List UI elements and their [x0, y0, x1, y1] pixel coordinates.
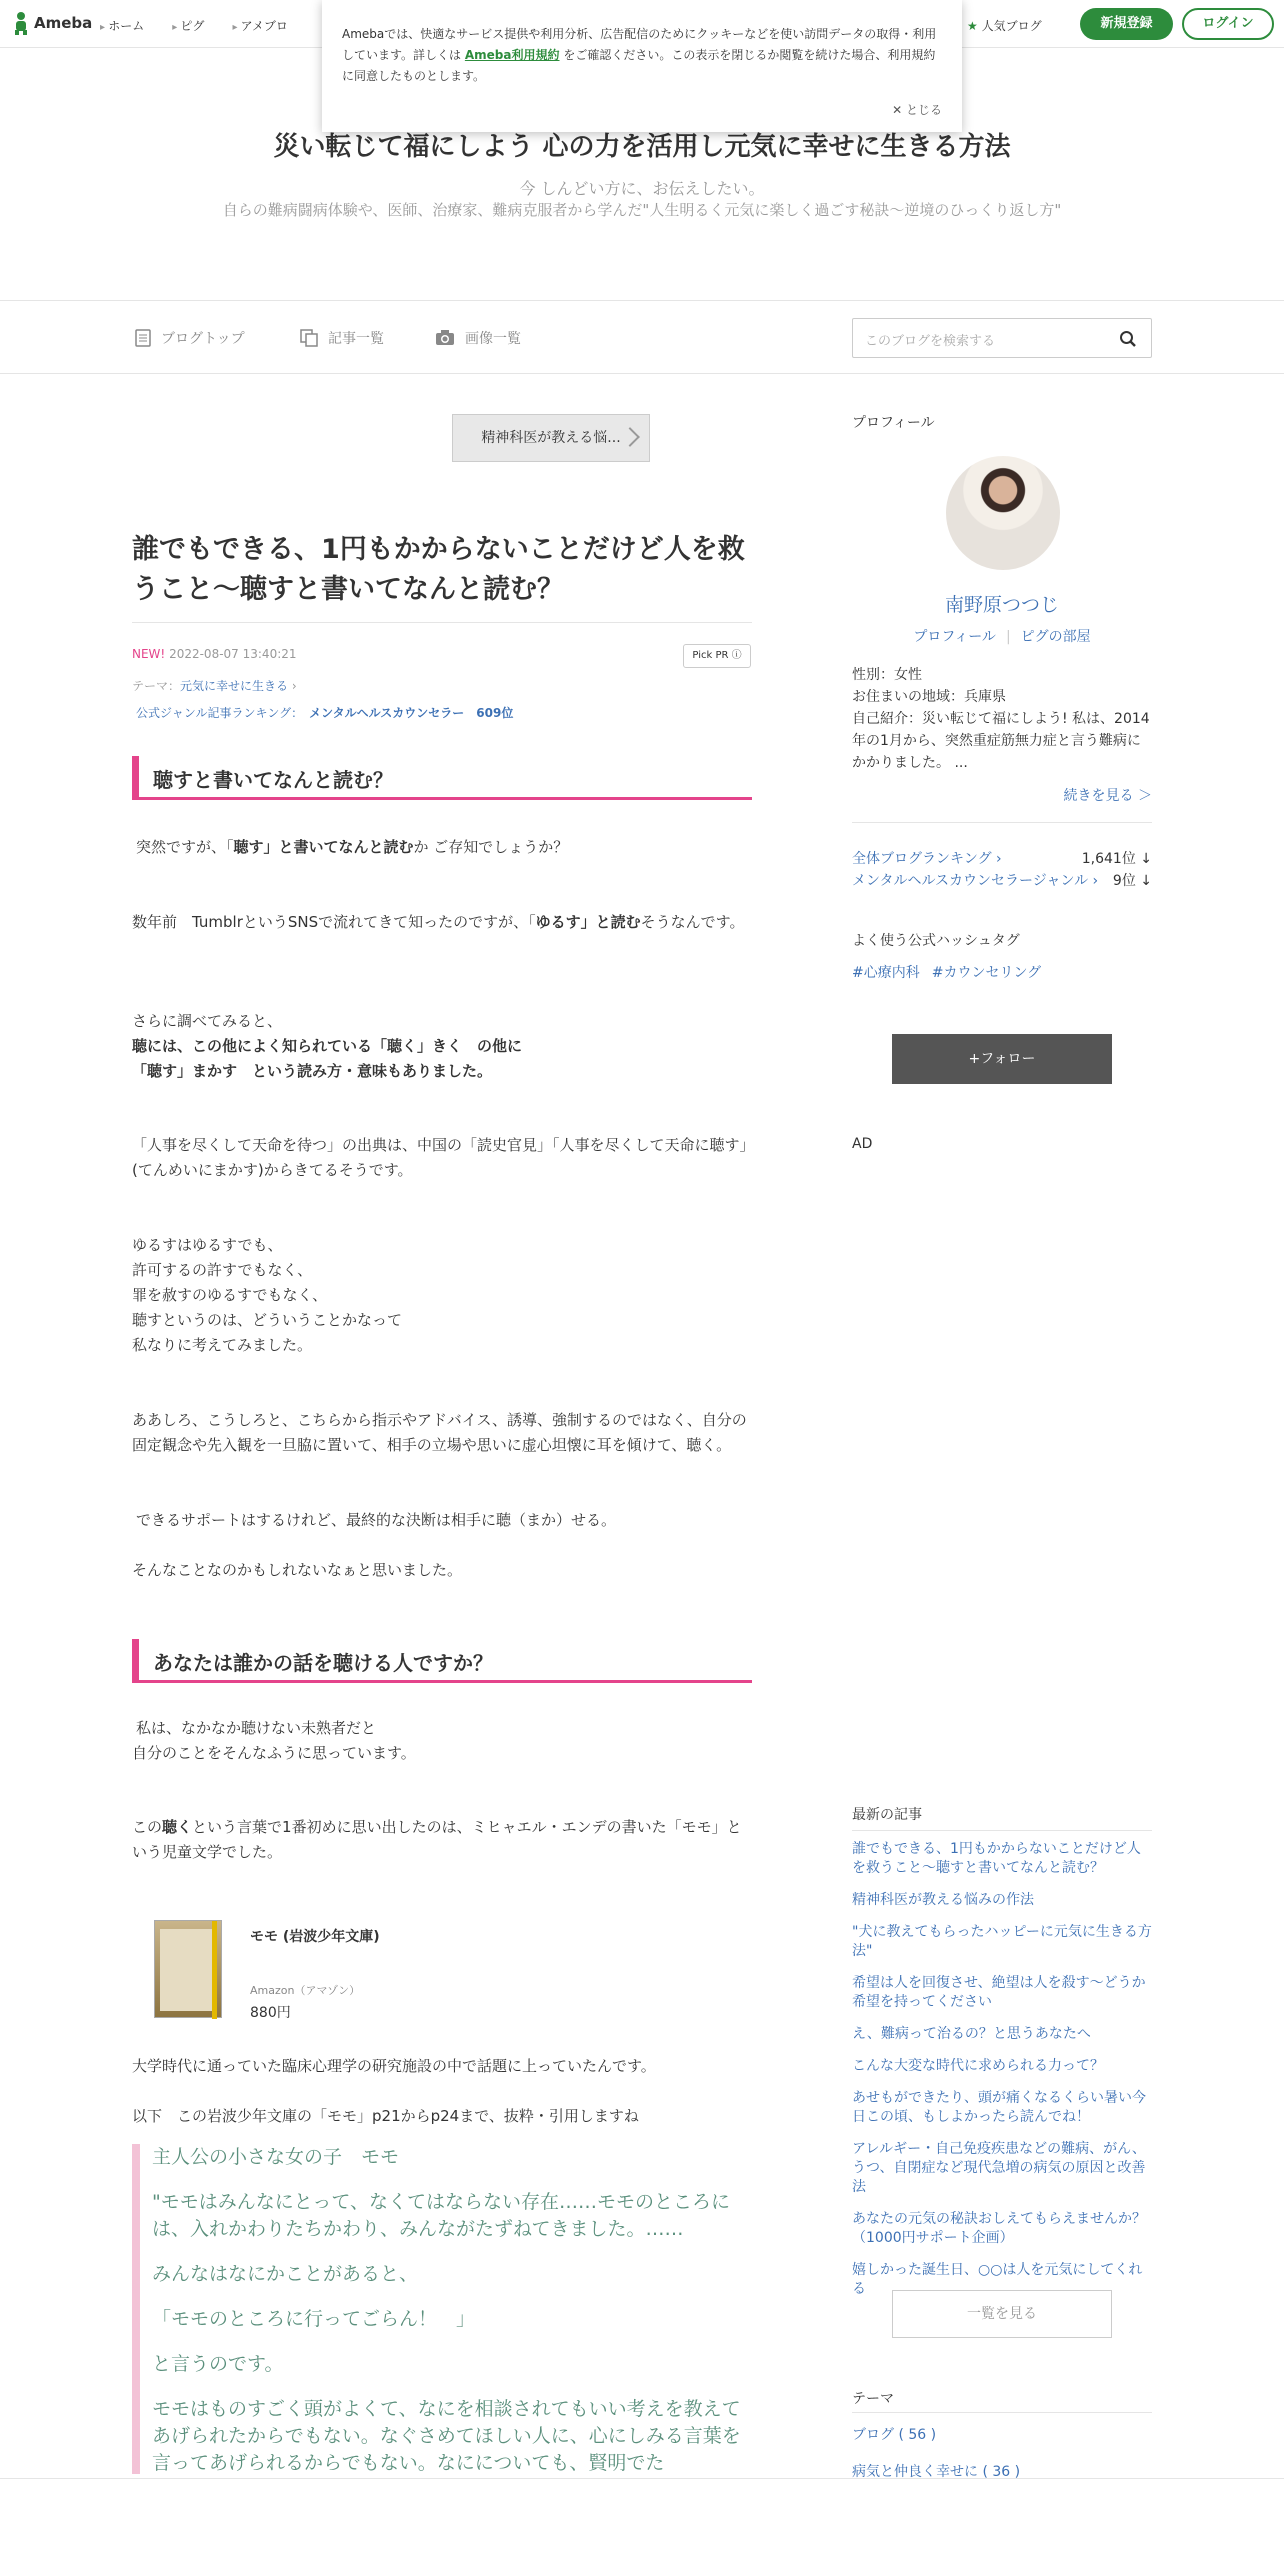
divider [852, 1830, 1152, 1831]
articles-label: 記事一覧 [328, 331, 384, 347]
overall-ranking-value: 1,641位 ↓ [1081, 851, 1152, 867]
theme-item[interactable]: ブログ ( 56 ) [852, 2427, 937, 2443]
read-more-link[interactable]: 続きを見る ＞ [1063, 788, 1152, 804]
paragraph: 大学時代に通っていた臨床心理学の研究施設の中で話題に上っていたんです。 [132, 2057, 656, 2075]
divider [132, 622, 752, 623]
popular-blog-label: 人気ブログ [981, 19, 1042, 33]
camera-icon [435, 330, 455, 346]
ameba-logo-icon [12, 11, 30, 35]
section-heading-2: あなたは誰かの話を聴ける人ですか？ [132, 1639, 752, 1683]
book-title[interactable]: モモ (岩波少年文庫) [250, 1929, 380, 1945]
latest-item[interactable]: こんな大変な時代に求められる力って？ [852, 2058, 1104, 2074]
profile-area: お住まいの地域：兵庫県 [852, 689, 1006, 705]
articles-link[interactable] [300, 328, 384, 348]
latest-item[interactable]: あせもができたり、頭が痛くなるくらい暑い今日この頃、もしよかったら読んでね！ [852, 2090, 1146, 2125]
paragraph: 「人事を尽くして天命を待つ」の出典は、中国の「読史官見」「人事を尽くして天命に聴す」(てんめいにまかす)からきてるそうです。 [132, 1136, 748, 1179]
hashtag[interactable]: #カウンセリング [931, 965, 1042, 981]
cookie-banner [322, 0, 962, 132]
images-link[interactable] [435, 328, 521, 348]
book-cover-image[interactable] [154, 1920, 222, 2018]
images-label: 画像一覧 [465, 331, 521, 347]
divider [852, 822, 1152, 823]
theme-label: テーマ： [132, 679, 181, 693]
paragraph: 私は、なかなか聴けない未熟者だと 自分のことをそんなふうに思っています。 [132, 1719, 416, 1762]
close-icon: ✕ [892, 103, 903, 117]
divider [0, 2478, 1284, 2479]
theme-heading: テーマ [852, 2391, 894, 2407]
blog-top-link[interactable] [135, 328, 245, 348]
book-store: Amazon（アマゾン） [250, 1984, 361, 1997]
paragraph: そんなことなのかもしれないなぁと思いました。 [132, 1561, 463, 1579]
search-placeholder: このブログを検索する [865, 334, 996, 349]
latest-item[interactable]: 精神科医が教える悩みの作法 [852, 1892, 1034, 1908]
genre-ranking[interactable]: メンタルヘルスカウンセラージャンル › 9位 ↓ [852, 870, 1152, 890]
cookie-close-button[interactable] [892, 100, 942, 121]
blog-description: 今 しんどい方に、お伝えしたい。 [519, 179, 765, 198]
theme-link[interactable]: 元気に幸せに生きる [180, 679, 289, 693]
hashtag-heading: よく使う公式ハッシュタグ [852, 933, 1020, 949]
article-theme: テーマ：元気に幸せに生きる › [132, 679, 297, 693]
cookie-text-1: Amebaでは、快適なサービス提供や利用分析、広告配信のためにクッキーなどを使い訪問データの取得・利用しています。詳しくは [342, 27, 937, 62]
profile-intro: 自己紹介：災い転じて福にしよう! 私は、2014年の1月から、突然重症筋無力症と言う難病にかかりました。 ... [852, 711, 1150, 771]
global-nav [100, 17, 316, 34]
close-label: とじる [905, 103, 942, 117]
profile-name[interactable]: 南野原つつじ [944, 594, 1059, 616]
blog-search-input[interactable] [852, 318, 1152, 358]
profile-info [852, 664, 1152, 774]
view-all-button[interactable]: 一覧を見る [892, 2290, 1112, 2338]
search-icon[interactable] [1119, 330, 1137, 348]
terms-link[interactable]: Ameba利用規約 [464, 48, 560, 62]
new-badge: NEW! [132, 647, 166, 661]
latest-item[interactable]: 希望は人を回復させ、絶望は人を殺す～どうか希望を持ってください [852, 1975, 1146, 2010]
logo-text: Ameba [34, 14, 93, 32]
latest-item[interactable]: あなたの元気の秘訣おしえてもらえませんか？（1000円サポート企画） [852, 2211, 1146, 2246]
overall-ranking[interactable]: 全体ブログランキング › 1,641位 ↓ [852, 848, 1152, 868]
profile-link[interactable]: プロフィール [913, 629, 996, 645]
paragraph: ゆるすはゆるすでも、 許可するの許すでもなく、 罪を赦すのゆるすでもなく、 聴すというのは、どういうことかなって 私なりに考えてみました。 [132, 1236, 403, 1354]
hashtag-list [852, 962, 1053, 982]
paragraph: さらに調べてみると、 聴には、この他によく知られている「聴く」きく の他に 「聴す」まかす という読み方・意味もありました。 [132, 1012, 523, 1080]
hashtag[interactable]: #心療内科 [852, 965, 920, 981]
nav-pig[interactable]: ▸ ピグ [172, 17, 204, 34]
popular-blog-link[interactable] [967, 17, 1042, 34]
pig-room-link[interactable]: ピグの部屋 [1020, 629, 1091, 645]
profile-heading: プロフィール [852, 415, 935, 431]
blog-nav [0, 300, 1284, 374]
latest-item[interactable]: アレルギー・自己免疫疾患などの難病、がん、うつ、自閉症など現代急増の病気の原因と改善法 [852, 2141, 1146, 2195]
login-button[interactable]: ログイン [1182, 8, 1274, 40]
genre-ranking-value: 9位 ↓ [1112, 873, 1152, 889]
register-button[interactable]: 新規登録 [1080, 8, 1173, 40]
section-heading-1: 聴すと書いてなんと読む？ [132, 756, 752, 800]
nav-ameblo[interactable]: ▸ アメブロ [232, 17, 287, 34]
article-meta [132, 647, 297, 661]
ameba-logo[interactable] [12, 11, 92, 35]
ranking-value: メンタルヘルスカウンセラー 609位 [309, 706, 514, 720]
paragraph: 突然ですが、「聴す」と書いてなんと読むか ご存知でしょうか？ [136, 838, 569, 856]
latest-list [852, 1840, 1152, 2312]
pickpr-button[interactable]: Pick PR ⓘ [683, 644, 751, 668]
star-icon: ★ [967, 19, 978, 33]
latest-item[interactable]: 嬉しかった誕生日、○○は人を元気にしてくれる [852, 2262, 1143, 2297]
blockquote: 主人公の小さな女の子 モモ "モモはみんなにとって、なくてはならない存在……モモのところには、入れかわりたちかわり、みんながたずねてきました。…… みんなはなにかことがあると、 「モモのところに行ってごらん！ 」 と言うのです。 モモはものすごく頭がよくて、なにを相談されてもいい考えを教えてあげられたからでもない。なぐさめてほしい人に、心にしみる言葉を言ってあげられるからでもない。なにについても、賢明でた [132, 2144, 752, 2474]
copy-icon [300, 329, 318, 347]
book-card[interactable] [150, 1920, 750, 2030]
article-date: 2022-08-07 13:40:21 [169, 647, 297, 661]
article-title[interactable]: 誰でもできる、1円もかからないことだけど人を救うこと～聴すと書いてなんと読む？ [132, 534, 745, 605]
pick-article-button[interactable]: 精神科医が教える悩... [452, 414, 650, 462]
paragraph: この聴くという言葉で1番初めに思い出したのは、ミヒャエル・エンデの書いた「モモ」という児童文学でした。 [132, 1818, 742, 1861]
cookie-text-2: をご確認ください。この表示を閉じるか閲覧を続けた場合、利用規約に同意したものとします。 [342, 48, 936, 83]
follow-button[interactable]: +フォロー [892, 1034, 1112, 1084]
ranking-label: 公式ジャンル記事ランキング： [136, 706, 304, 720]
book-price: 880円 [250, 2005, 291, 2021]
divider [852, 2412, 1152, 2413]
theme-item[interactable]: 病気と仲良く幸せに ( 36 ) [852, 2464, 1021, 2480]
blog-top-label: ブログトップ [161, 331, 245, 347]
latest-item[interactable]: え、難病って治るの？と思うあなたへ [852, 2026, 1091, 2042]
ad-label: AD [852, 1136, 873, 1152]
profile-gender: 性別：女性 [852, 667, 922, 683]
paragraph: 以下 この岩波少年文庫の「モモ」p21からp24まで、抜粋・引用しますね [132, 2107, 639, 2125]
paragraph: ああしろ、こうしろと、こちらから指示やアドバイス、誘導、強制するのではなく、自分の固定観念や先入観を一旦脇に置いて、相手の立場や思いに虚心坦懐に耳を傾けて、聴く。 [132, 1411, 747, 1454]
blog-title[interactable]: 災い転じて福にしよう 心の力を活用し元気に幸せに生きる方法 [273, 132, 1011, 162]
avatar[interactable] [946, 456, 1060, 570]
article-ranking[interactable] [136, 704, 513, 721]
paragraph: 数年前 TumblrというSNSで流れてきて知ったのですが、「ゆるす」と読むそうなんです。 [132, 913, 745, 931]
document-icon [135, 329, 151, 347]
latest-item[interactable]: 誰でもできる、1円もかからないことだけど人を救うこと～聴すと書いてなんと読む？ [852, 1841, 1141, 1876]
latest-heading: 最新の記事 [852, 1807, 922, 1823]
profile-links: プロフィール | ピグの部屋 [913, 629, 1091, 645]
theme-list [852, 2424, 1152, 2498]
blog-description-2: 自らの難病闘病体験や、医師、治療家、難病克服者から学んだ"人生明るく元気に楽しく過ごす秘訣～逆境のひっくり返し方" [222, 201, 1062, 219]
latest-item[interactable]: "犬に教えてもらったハッピーに元気に生きる方法" [852, 1924, 1152, 1959]
paragraph: できるサポートはするけれど、最終的な決断は相手に聴（まか）せる。 [136, 1511, 617, 1529]
nav-home[interactable]: ▸ ホーム [100, 17, 144, 34]
